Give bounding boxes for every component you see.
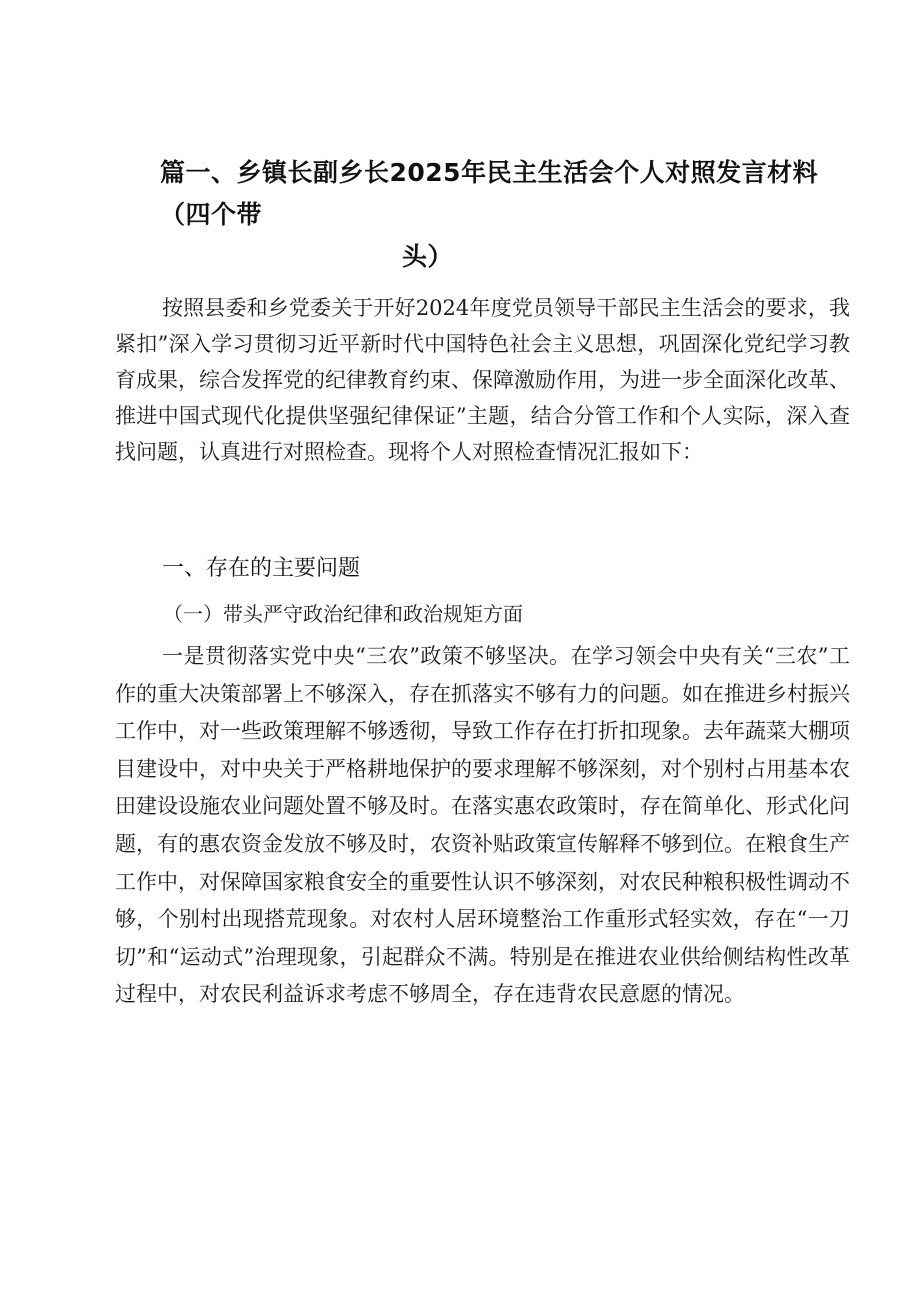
title-line-1: 篇一、乡镇长副乡长2025年民主生活会个人对照发言材料（四个带	[160, 158, 819, 229]
document-title	[160, 152, 840, 278]
section-heading: 一、存在的主要问题	[162, 556, 361, 581]
subsection-heading: （一）带头严守政治纪律和政治规矩方面	[163, 602, 523, 626]
body-paragraph: 一是贯彻落实党中央“三农”政策不够坚决。在学习领会中央有关“三农”工作的重大决策部署上不够深入，存在抓落实不够有力的问题。如在推进乡村振兴工作中，对一些政策理解不够透彻，导致工作存在打折扣现象。去年蔬菜大棚项目建设中，对中央关于严格耕地保护的要求理解不够深刻，对个别村占用基本农田建设设施农业问题处置不够及时。在落实惠农政策时，存在简单化、形式化问题，有的惠农资金发放不够及时，农资补贴政策宣传解释不够到位。在粮食生产工作中，对保障国家粮食安全的重要性认识不够深刻，对农民种粮积极性调动不够，个别村出现搭荒现象。对农村人居环境整治工作重形式轻实效，存在“一刀切”和“运动式”治理现象，引起群众不满。特别是在推进农业供给侧结构性改革过程中，对农民利益诉求考虑不够周全，存在违背农民意愿的情况。	[115, 644, 850, 1007]
title-line-2: 头）	[402, 242, 454, 271]
intro-paragraph: 按照县委和乡党委关于开好2024年度党员领导干部民主生活会的要求，我紧扣”深入学习贯彻习近平新时代中国特色社会主义思想，巩固深化党纪学习教育成果，综合发挥党的纪律教育约束、保障激励作用，为进一步全面深化改革、推进中国式现代化提供坚强纪律保证”主题，结合分管工作和个人实际，深入查找问题，认真进行对照检查。现将个人对照检查情况汇报如下：	[115, 296, 850, 464]
